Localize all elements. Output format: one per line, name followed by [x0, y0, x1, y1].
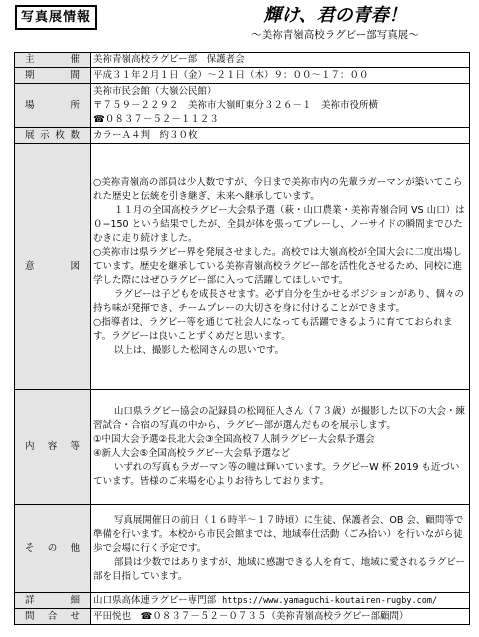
- value-period: 平成３１年２月１日（金）～２１日（木）９：００～１７：００: [91, 68, 470, 84]
- row-contact: [15, 609, 470, 625]
- intent-paragraph: １１月の全国高校ラグビー大会県予選（萩・山口農業・美祢青嶺合同 VS 山口）は０−150 という結果でしたが、全員が体を張ってプレーし、ノーサイドの瞬間までひたむきに走り続けました。: [93, 204, 465, 244]
- exhibition-title: 輝け、君の青春！: [263, 5, 407, 26]
- content-paragraph: 山口県ラグビー協会の記録員の松岡征人さん（７３歳）が撮影した以下の大会・練習試合・合宿の写真の中から、ラグビー部が選んだものを展示します。: [93, 406, 466, 431]
- venue-phone: ☎０８３７－５２－１１２３: [93, 113, 219, 125]
- details-url[interactable]: https://www.yamaguchi-koutairen-rugby.com/: [222, 595, 438, 606]
- other-paragraph: 写真展開催日の前日（１６時半～１７時頃）に生徒、保護者会、OB 会、顧問等で準備を行います。本校から市民会館までは、地域奉仕活動（ごみ拾い）を行いながら徒歩で会場に行く予定です。: [93, 514, 464, 554]
- value-details: [91, 593, 470, 609]
- intent-paragraph: ○指導者は、ラグビー等を通じて社会人になっても活躍できるように育てておられます。ラグビーは良いことずくめだと思います。: [93, 316, 453, 342]
- exhibition-subtitle: ～美祢青嶺高校ラグビー部写真展～: [251, 29, 419, 41]
- label-period: 期 間: [15, 68, 91, 84]
- content-paragraph: いずれの写真もラガーマン等の瞳は輝いています。ラグビーW 杯 2019 も近づいています。皆様のご来場を心よりお待ちしております。: [93, 462, 460, 487]
- intent-paragraph: ○美祢青嶺高の部員は少人数ですが、今日まで美祢市内の先輩ラガーマンが築いてこられた歴史と伝統を引き継ぎ、未来へ継承しています。: [93, 176, 463, 202]
- row-content: [15, 390, 470, 505]
- label-details: 詳 細: [15, 593, 91, 609]
- content-paragraph: ④新人大会⑤全国高校ラグビー大会県予選など: [93, 448, 291, 459]
- label-contact: 問 合 せ: [15, 609, 91, 625]
- value-venue: [91, 84, 470, 128]
- value-contact: 平田悦也 ☎０８３７－５２－０７３５（美祢青嶺高校ラグビー部顧問）: [91, 609, 470, 625]
- row-period: [15, 68, 470, 84]
- intent-paragraph: ラグビーは子どもを成長させます。必ず自分を生かせるポジションがあり、個々の持ち味が発揮でき、チームプレーの大切さを身に付けることができます。: [93, 288, 464, 314]
- label-other: そ の 他: [15, 505, 91, 593]
- other-paragraph: 部員は少数ではありますが、地域に感謝できる人を育て、地域に愛されるラグビー部を目指しています。: [93, 556, 465, 582]
- value-intent: [91, 144, 470, 390]
- value-other: [91, 505, 470, 593]
- label-count: 展 示 枚 数: [15, 128, 91, 144]
- intent-paragraph: ○美祢市は県ラグビー界を発展させました。高校では大嶺高校が全国大会に二度出場しています。歴史を継承している美祢青嶺高校ラグビー部を活性化させるため、同校に進学した際にはぜひラグビー部に入って活躍してほしいです。: [93, 246, 462, 286]
- label-content: 内 容 等: [15, 390, 91, 505]
- row-venue: [15, 84, 470, 128]
- section-tag: 写真展情報: [15, 5, 97, 30]
- label-organizer: 主 催: [15, 53, 91, 68]
- row-details: [15, 593, 470, 609]
- label-intent: 意 図: [15, 144, 91, 390]
- row-organizer: [15, 53, 470, 68]
- value-organizer: 美祢青嶺高校ラグビー部 保護者会: [91, 53, 470, 68]
- details-text: 山口県高体連ラグビー専門部: [93, 594, 217, 606]
- row-intent: [15, 144, 470, 390]
- value-content: [91, 390, 470, 505]
- value-count: カラーＡ４判 約３０枚: [91, 128, 470, 144]
- venue-name: 美祢市民会館（大嶺公民館）: [93, 85, 217, 97]
- info-table: [14, 52, 470, 625]
- row-other: [15, 505, 470, 593]
- content-paragraph: ①中国大会予選②長北大会③全国高校７人制ラグビー大会県予選会: [93, 434, 375, 445]
- intent-paragraph: 以上は、撮影した松岡さんの思いです。: [113, 344, 285, 356]
- label-venue: 場 所: [15, 84, 91, 128]
- venue-address: 〒７５９－２２９２ 美祢市大嶺町東分３２６－１ 美祢市役所横: [93, 99, 379, 111]
- row-count: [15, 128, 470, 144]
